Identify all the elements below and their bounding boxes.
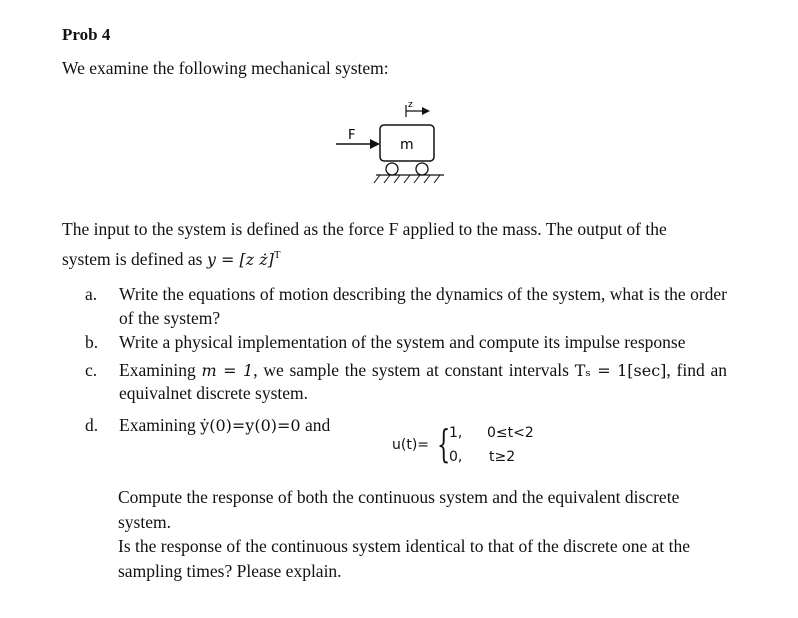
item-text: Write a physical implementation of the system and compute its impulse response [119,332,686,352]
item-text [119,359,727,406]
tail-paragraph-2: Is the response of the continuous system identical to that of the discrete one at the sampling times? Please explain. [118,536,690,581]
item-marker: b. [85,332,99,352]
piecewise-row1-cond: 0≤t<2 [487,425,534,441]
item-marker: c. [85,359,98,380]
description-prefix: system is defined as [62,248,203,269]
system-description [62,216,726,273]
piecewise-lhs: u(t)= [392,437,430,453]
item-marker: a. [85,284,98,304]
item-c-prefix: Examining [119,359,196,380]
item-c-sample-expr: Tₛ = 1[sec] [574,360,667,380]
output-expression: y = [z ż] [206,249,274,269]
intro-text: We examine the following mechanical system: [62,58,389,78]
piecewise-row1-value: 1, [449,425,463,441]
list-item [85,283,727,330]
displacement-label: z [408,100,413,110]
force-label: F [348,128,356,143]
mass-system-diagram [330,95,460,195]
item-d-prefix: Examining [119,414,196,435]
question-list [85,283,727,438]
item-c-mass-expr: m = 1 [201,360,254,380]
displacement-arrowhead [422,107,430,115]
description-line-1: The input to the system is defined as the force F applied to the mass. The output of the [62,219,667,239]
wheel-left [386,163,398,175]
list-item [85,331,727,355]
output-transpose: T [273,249,281,261]
mass-label: m [400,137,414,153]
description-line-2 [62,242,726,273]
piecewise-row2-value: 0, [449,449,463,465]
piecewise-brace: { [437,422,451,466]
force-arrowhead [370,139,380,149]
tail-paragraph-1: Compute the response of both the continuous system and the equivalent discrete system. [118,487,680,532]
input-piecewise [392,423,572,471]
item-c-suffix: , find an equivalnet discrete system. [119,359,727,403]
item-c-mid: , we sample the system at constant intervals [253,359,569,380]
tail-text [118,485,726,583]
item-d-initial-conditions: ẏ(0)=y(0)=0 [200,415,301,435]
item-d-suffix: and [304,414,331,435]
item-text: Write the equations of motion describing the dynamics of the system, what is the order of the system? [119,284,727,328]
ground-hatching [374,175,440,183]
list-item [85,359,727,406]
problem-title: Prob 4 [62,25,111,44]
wheel-right [416,163,428,175]
item-marker: d. [85,414,99,435]
piecewise-row2-cond: t≥2 [489,449,516,465]
